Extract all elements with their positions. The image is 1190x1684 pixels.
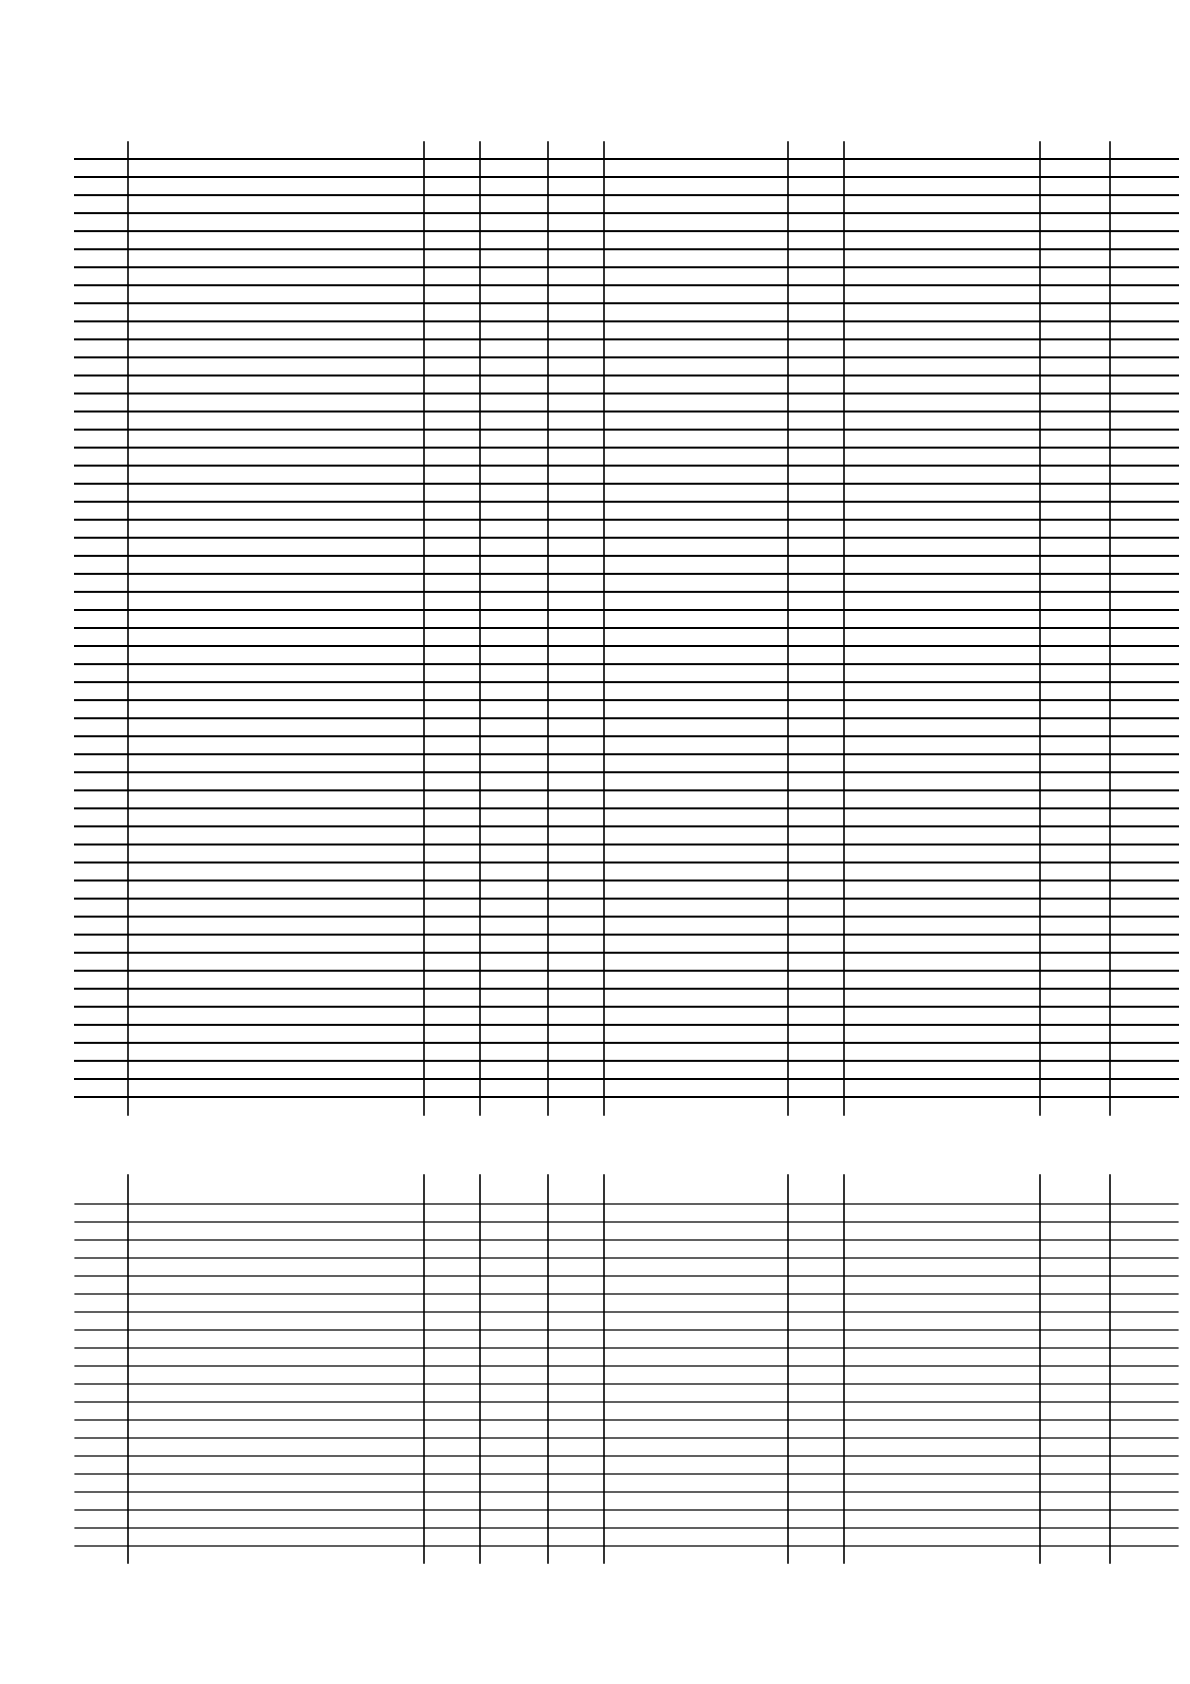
lower-blank-grid xyxy=(75,1175,1178,1563)
upper-blank-grid xyxy=(75,142,1178,1115)
